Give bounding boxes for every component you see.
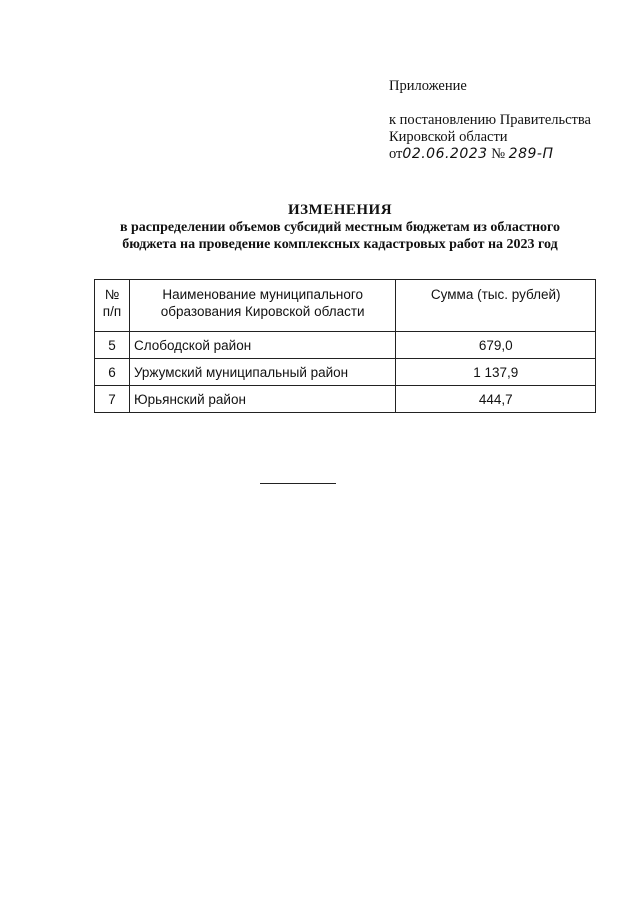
row-sum: 1 137,9 xyxy=(396,359,596,386)
header-num-line-1: № xyxy=(104,287,120,302)
number-prefix: № xyxy=(491,146,506,162)
heading-subtitle-2: бюджета на проведение комплексных кадастровых работ на 2023 год xyxy=(122,237,558,252)
row-name: Уржумский муниципальный район xyxy=(129,359,395,386)
heading-title: ИЗМЕНЕНИЯ xyxy=(287,202,393,218)
appendix-title: Приложение xyxy=(389,78,467,94)
header-name-line-2: образования Кировской области xyxy=(160,304,365,319)
table-header-row xyxy=(95,280,596,332)
handwritten-date: 02.06.2023 xyxy=(402,146,488,162)
table-row xyxy=(95,332,596,359)
header-name xyxy=(129,280,395,332)
header-num-line-2: п/п xyxy=(102,304,122,319)
heading-subtitle-1: в распределении объемов субсидий местным бюджетам из областного xyxy=(119,220,561,235)
row-name: Слободской район xyxy=(129,332,395,359)
row-num: 6 xyxy=(95,359,130,386)
distribution-table xyxy=(94,279,596,413)
appendix-block xyxy=(389,78,629,163)
row-num: 7 xyxy=(95,386,130,413)
header-sum: Сумма (тыс. рублей) xyxy=(396,280,596,332)
appendix-line-2: Кировской области xyxy=(389,129,508,145)
table-row xyxy=(95,386,596,413)
closing-separator-line xyxy=(260,483,336,484)
document-heading xyxy=(60,201,620,253)
date-prefix: от xyxy=(389,146,403,162)
header-name-line-1: Наименование муниципального xyxy=(162,287,363,302)
appendix-date-line xyxy=(389,146,629,163)
appendix-line-1: к постановлению Правительства xyxy=(389,112,591,128)
row-sum: 444,7 xyxy=(396,386,596,413)
header-num xyxy=(95,280,130,332)
row-sum: 679,0 xyxy=(396,332,596,359)
handwritten-number: 289-П xyxy=(508,146,554,162)
row-name: Юрьянский район xyxy=(129,386,395,413)
row-num: 5 xyxy=(95,332,130,359)
table-row xyxy=(95,359,596,386)
